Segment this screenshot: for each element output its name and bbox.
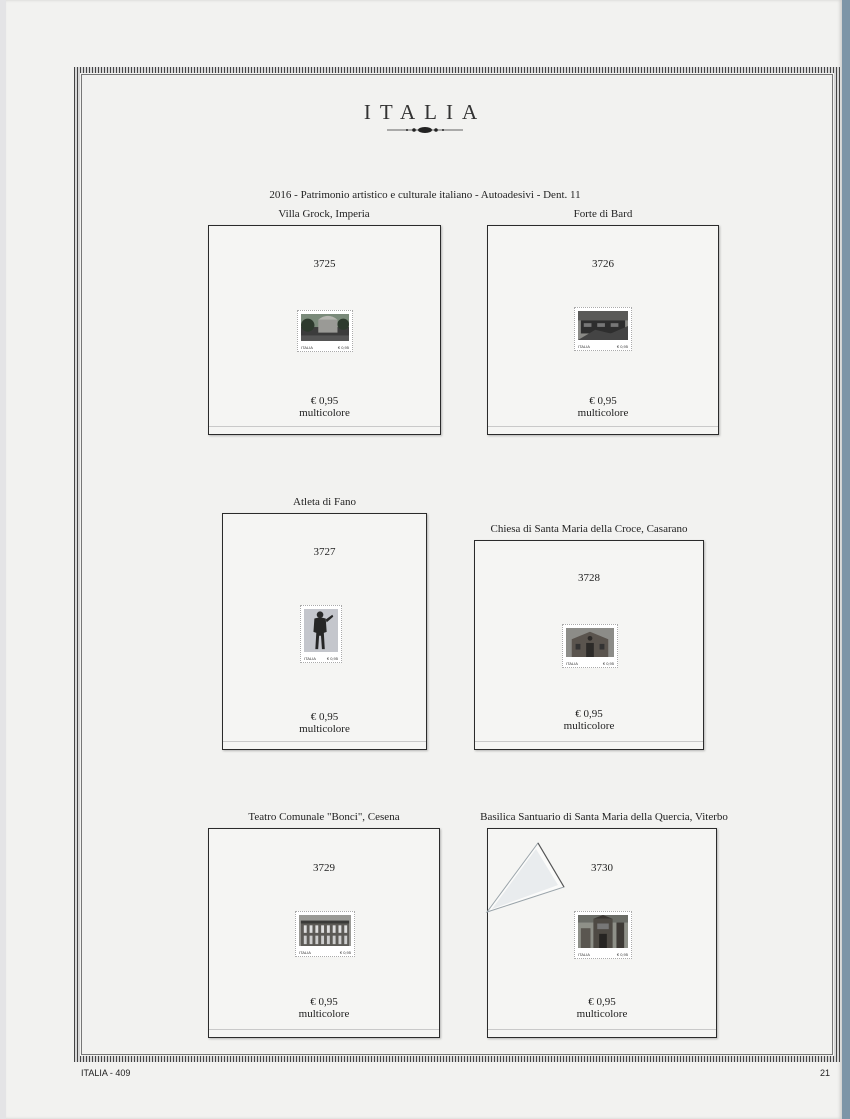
face-value: € 0,95 bbox=[310, 711, 339, 723]
stamp-mount bbox=[222, 513, 427, 750]
catalog-number: 3730 bbox=[591, 862, 613, 874]
stamp-mount bbox=[208, 225, 441, 435]
stamp-caption: Basilica Santuario di Santa Maria della Quercia, Viterbo bbox=[480, 811, 728, 823]
villa-picture bbox=[301, 314, 349, 341]
face-value: € 0,95 bbox=[310, 996, 338, 1008]
stamp-caption: Villa Grock, Imperia bbox=[278, 208, 370, 220]
color-label: multicolore bbox=[299, 407, 350, 419]
basilica-picture bbox=[578, 915, 628, 948]
stamp-caption: Chiesa di Santa Maria della Croce, Casarano bbox=[490, 523, 688, 535]
stamp-caption: Forte di Bard bbox=[573, 208, 633, 220]
face-value: € 0,95 bbox=[588, 996, 616, 1008]
stamp-mount bbox=[487, 225, 719, 435]
catalog-number: 3729 bbox=[313, 862, 335, 874]
stamp-image: ITALIA € 0,95 bbox=[574, 307, 632, 351]
stamp-image: ITALIA € 0,95 bbox=[297, 310, 353, 352]
catalog-number: 3726 bbox=[592, 258, 614, 270]
mount-lip bbox=[488, 1029, 716, 1030]
mount-lip bbox=[223, 741, 426, 742]
stamp-image: ITALIA € 0,95 bbox=[295, 911, 355, 957]
face-value: € 0,95 bbox=[575, 708, 603, 720]
mount-lip bbox=[488, 426, 718, 427]
stamp-mount bbox=[208, 828, 440, 1038]
stamp-image: ITALIA € 0,95 bbox=[300, 605, 342, 663]
ornament-divider bbox=[387, 124, 463, 136]
color-label: multicolore bbox=[298, 1008, 350, 1020]
catalog-number: 3725 bbox=[313, 258, 336, 270]
catalog-number: 3727 bbox=[313, 546, 336, 558]
stamp-image: ITALIA € 0,95 bbox=[562, 624, 618, 668]
stamp-caption: Teatro Comunale "Bonci", Cesena bbox=[248, 811, 400, 823]
fort-picture bbox=[578, 311, 628, 340]
stamp-caption: Atleta di Fano bbox=[293, 496, 356, 508]
mount-lip bbox=[209, 1029, 439, 1030]
face-value: € 0,95 bbox=[589, 395, 617, 407]
statue-picture bbox=[304, 609, 338, 652]
color-label: multicolore bbox=[576, 1008, 628, 1020]
face-value: € 0,95 bbox=[310, 395, 339, 407]
stamp-image: ITALIA € 0,95 bbox=[574, 911, 632, 959]
footer-page-code: ITALIA - 409 bbox=[81, 1068, 131, 1078]
catalog-number: 3728 bbox=[578, 572, 600, 584]
mount-lip bbox=[209, 426, 440, 427]
page-title: ITALIA bbox=[363, 100, 487, 124]
binder-edge bbox=[842, 0, 850, 1119]
mount-lip bbox=[475, 741, 703, 742]
color-label: multicolore bbox=[563, 720, 615, 732]
footer-page-number: 21 bbox=[820, 1068, 831, 1078]
peeled-foil-corner bbox=[484, 835, 568, 915]
color-label: multicolore bbox=[299, 723, 350, 735]
church-picture bbox=[566, 628, 614, 657]
stamp-mount bbox=[474, 540, 704, 750]
theatre-picture bbox=[299, 915, 351, 946]
color-label: multicolore bbox=[577, 407, 629, 419]
series-heading: 2016 - Patrimonio artistico e culturale italiano - Autoadesivi - Dent. 11 bbox=[269, 189, 581, 201]
page-border-inner bbox=[81, 74, 833, 1055]
